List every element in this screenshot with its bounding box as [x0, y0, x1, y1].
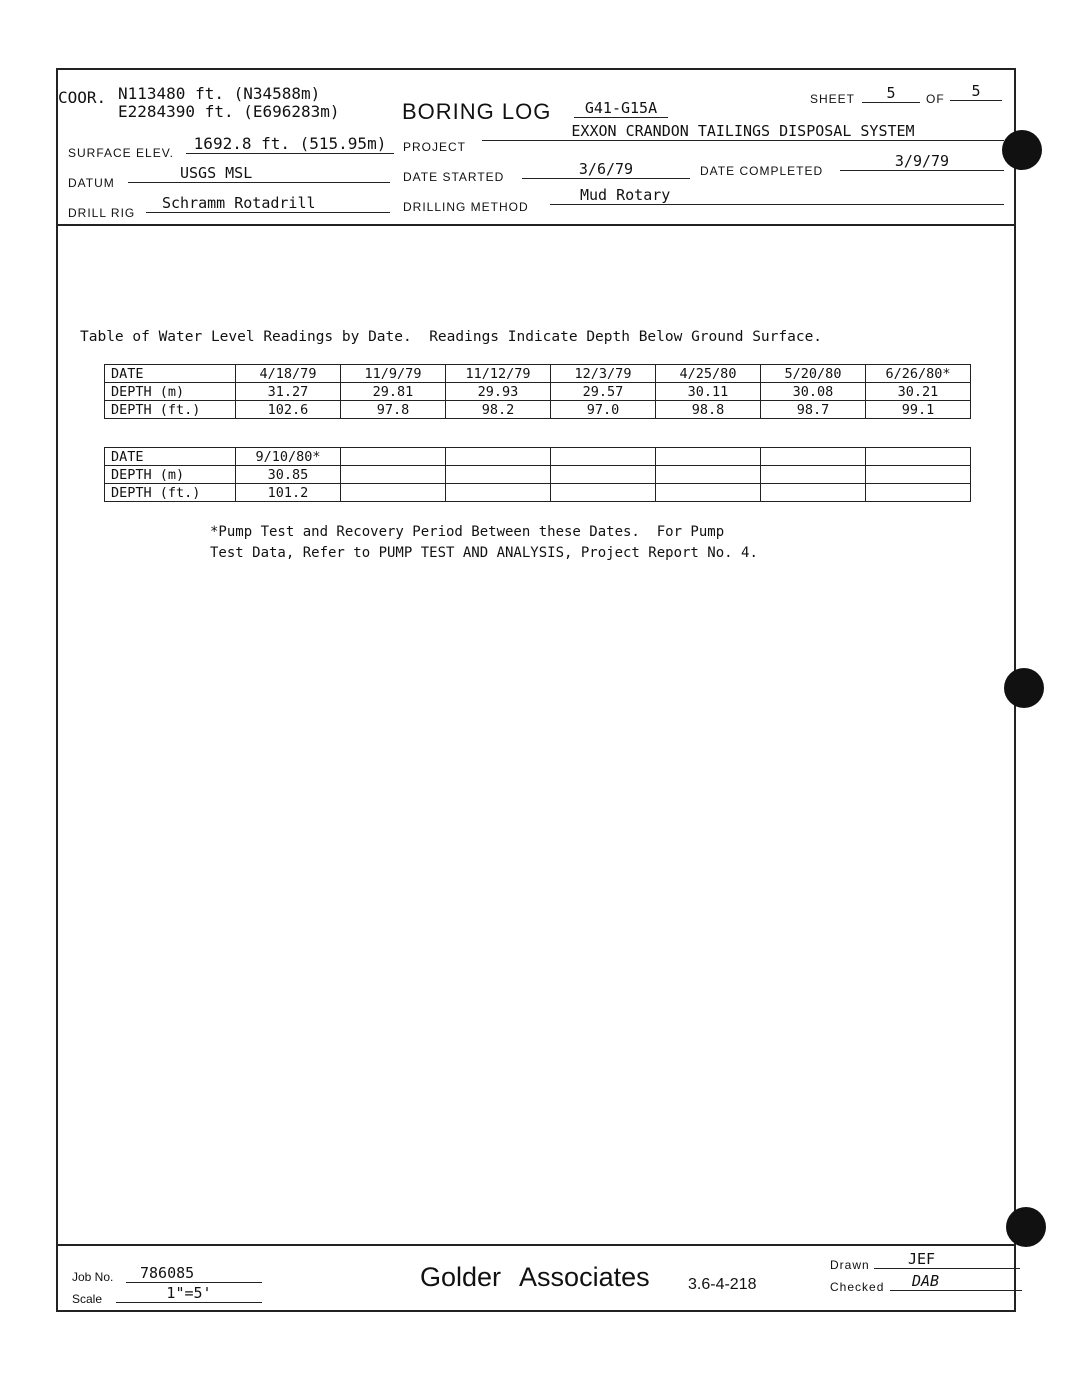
footnote-line-1: *Pump Test and Recovery Period Between these Dates. For Pump	[210, 524, 725, 540]
table-cell-depth-m: 29.93	[446, 383, 551, 401]
sheet-number: 5	[862, 84, 920, 103]
table-cell-empty	[656, 448, 761, 466]
project-label: PROJECT	[403, 140, 467, 154]
table-cell-depth-ft: 102.6	[236, 401, 341, 419]
date-completed-label: DATE COMPLETED	[700, 164, 824, 178]
binder-hole-top	[1002, 130, 1042, 170]
table-cell-date: 4/25/80	[656, 365, 761, 383]
datum-label: DATUM	[68, 176, 115, 190]
row-label-date: DATE	[105, 448, 236, 466]
row-label-depth-ft: DEPTH (ft.)	[105, 484, 236, 502]
table-cell-empty	[761, 448, 866, 466]
table-cell-empty	[656, 484, 761, 502]
table-row-date	[105, 448, 971, 466]
table-cell-depth-ft: 98.7	[761, 401, 866, 419]
table-cell-depth-ft: 98.8	[656, 401, 761, 419]
drilling-method-label: DRILLING METHOD	[403, 200, 529, 214]
table-cell-empty	[656, 466, 761, 484]
form-title: BORING LOG	[402, 99, 552, 124]
job-no-label: Job No.	[72, 1270, 114, 1284]
coor-north: N113480 ft. (N34588m)	[118, 84, 321, 103]
footer-divider	[56, 1244, 1016, 1246]
date-started-value: 3/6/79	[522, 160, 690, 179]
table-cell-empty	[446, 448, 551, 466]
table-cell-depth-ft: 97.8	[341, 401, 446, 419]
table-cell-date: 11/9/79	[341, 365, 446, 383]
checked-label: Checked	[830, 1280, 885, 1294]
date-started-label: DATE STARTED	[403, 170, 505, 184]
form-frame	[56, 68, 1016, 1312]
table-cell-depth-m: 30.21	[866, 383, 971, 401]
table-cell-depth-m: 30.11	[656, 383, 761, 401]
of-label: OF	[926, 92, 945, 106]
table-cell-empty	[446, 484, 551, 502]
scale-label: Scale	[72, 1292, 103, 1306]
document-code: 3.6-4-218	[688, 1276, 757, 1293]
job-no-value: 786085	[126, 1264, 262, 1283]
footnote-line-2: Test Data, Refer to PUMP TEST AND ANALYSIS, Project Report No. 4.	[210, 545, 758, 561]
table-row-depth-ft	[105, 401, 971, 419]
water-level-table-2	[104, 447, 971, 502]
drilling-method-value: Mud Rotary	[550, 186, 1004, 205]
table-cell-date: 5/20/80	[761, 365, 866, 383]
drill-rig-label: DRILL RIG	[68, 206, 136, 220]
table-cell-depth-m: 29.57	[551, 383, 656, 401]
table-cell-empty	[446, 466, 551, 484]
table-cell-empty	[341, 466, 446, 484]
drawn-label: Drawn	[830, 1258, 870, 1272]
scale-value: 1"=5'	[116, 1284, 262, 1303]
date-completed-value: 3/9/79	[840, 152, 1004, 171]
checked-value: DAB	[890, 1272, 1022, 1291]
binder-hole-bottom	[1006, 1207, 1046, 1247]
surface-elev-value: 1692.8 ft. (515.95m)	[186, 134, 394, 154]
table-cell-empty	[866, 466, 971, 484]
datum-value: USGS MSL	[128, 164, 390, 183]
header-divider	[56, 224, 1016, 226]
table-cell-date: 4/18/79	[236, 365, 341, 383]
table-row-depth-m	[105, 383, 971, 401]
boring-id: G41-G15A	[574, 99, 668, 118]
table-cell-empty	[866, 448, 971, 466]
table-cell-depth-ft: 97.0	[551, 401, 656, 419]
table-cell-depth-ft: 98.2	[446, 401, 551, 419]
table-row-depth-m	[105, 466, 971, 484]
table-cell-depth-m: 31.27	[236, 383, 341, 401]
table-cell-depth-m: 30.08	[761, 383, 866, 401]
table-title: Table of Water Level Readings by Date. Readings Indicate Depth Below Ground Surface.	[80, 329, 823, 345]
binder-hole-middle	[1004, 668, 1044, 708]
table-cell-empty	[761, 484, 866, 502]
table-cell-empty	[341, 484, 446, 502]
table-cell-empty	[761, 466, 866, 484]
table-cell-date: 12/3/79	[551, 365, 656, 383]
table-cell-depth-m: 30.85	[236, 466, 341, 484]
row-label-depth-ft: DEPTH (ft.)	[105, 401, 236, 419]
table-cell-empty	[551, 448, 656, 466]
table-row-date	[105, 365, 971, 383]
row-label-depth-m: DEPTH (m)	[105, 383, 236, 401]
table-cell-empty	[866, 484, 971, 502]
table-cell-date: 9/10/80*	[236, 448, 341, 466]
drawn-value: JEF	[874, 1250, 1020, 1269]
drill-rig-value: Schramm Rotadrill	[146, 194, 390, 213]
table-cell-empty	[341, 448, 446, 466]
coor-east: E2284390 ft. (E696283m)	[118, 102, 340, 121]
water-level-table-1	[104, 364, 971, 419]
table-cell-date: 11/12/79	[446, 365, 551, 383]
row-label-depth-m: DEPTH (m)	[105, 466, 236, 484]
table-row-depth-ft	[105, 484, 971, 502]
sheet-total: 5	[950, 82, 1002, 101]
sheet-label: SHEET	[810, 92, 856, 106]
surface-elev-label: SURFACE ELEV.	[68, 146, 174, 160]
table-cell-empty	[551, 484, 656, 502]
table-cell-depth-ft: 99.1	[866, 401, 971, 419]
coor-label: COOR.	[58, 88, 107, 107]
company-name: Golder Associates	[420, 1262, 650, 1292]
row-label-date: DATE	[105, 365, 236, 383]
table-cell-depth-ft: 101.2	[236, 484, 341, 502]
project-value: EXXON CRANDON TAILINGS DISPOSAL SYSTEM	[482, 122, 1004, 141]
table-cell-date: 6/26/80*	[866, 365, 971, 383]
table-cell-depth-m: 29.81	[341, 383, 446, 401]
table-cell-empty	[551, 466, 656, 484]
